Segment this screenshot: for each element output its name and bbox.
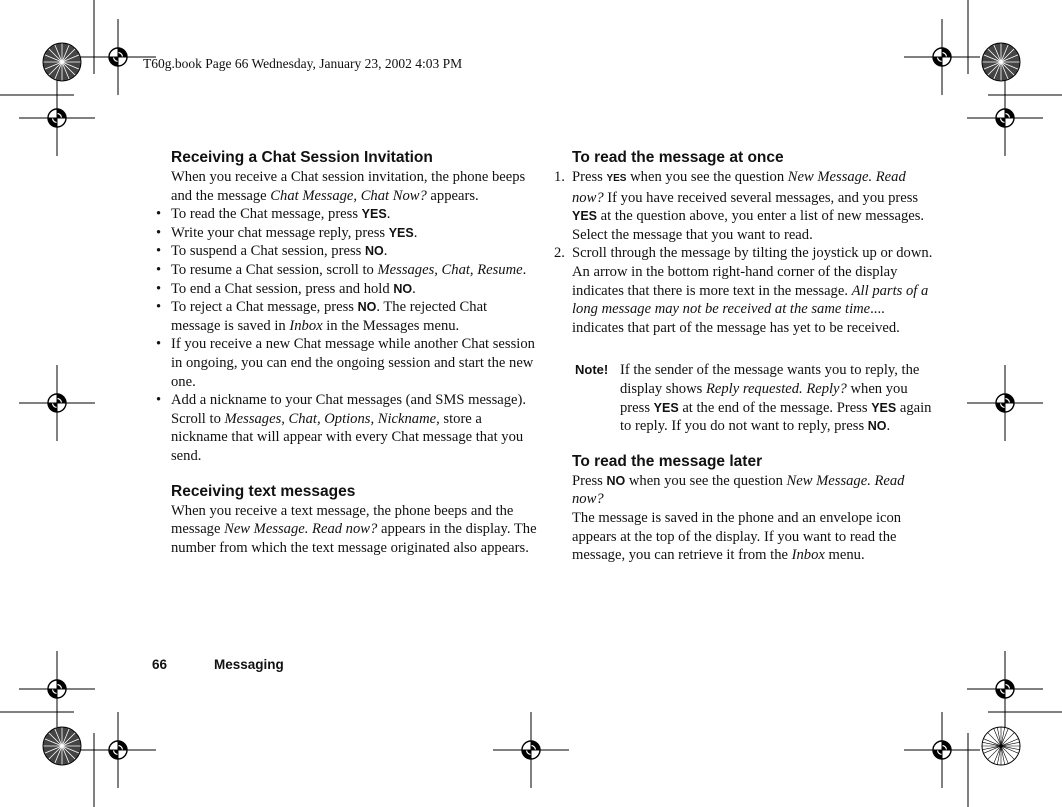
- italic-run: New Message. Read now?: [572, 169, 906, 206]
- text-run: Write your chat message reply, press: [171, 224, 389, 241]
- key-label: NO: [393, 281, 413, 296]
- note-box: [572, 361, 938, 435]
- text-run: To resume a Chat session, scroll to: [171, 261, 378, 278]
- italic-run: New Message. Read now?: [572, 472, 905, 508]
- read-later-heading: To read the message later: [572, 452, 763, 470]
- right-column: [554, 148, 938, 565]
- step-number: 1.: [554, 169, 565, 185]
- text-run: When you receive a Chat session invitation, the phone beeps and the message: [171, 169, 526, 204]
- key-label: NO: [357, 300, 377, 315]
- list-item: [155, 242, 537, 261]
- book-header-line: T60g.book Page 66 Wednesday, January 23, 2002 4:03 PM: [143, 56, 463, 71]
- list-item: [554, 168, 938, 244]
- note-label: Note!: [575, 362, 609, 378]
- text-run: when you see the question: [625, 472, 787, 489]
- italic-run: Reply requested. Reply?: [705, 380, 847, 397]
- list-item: [155, 335, 537, 391]
- text-run: If the sender of the message wants you to reply, the display shows: [620, 362, 920, 397]
- chat-intro: [171, 168, 537, 205]
- key-label: NO: [606, 473, 626, 488]
- text-run: To end a Chat session, press and hold: [171, 280, 394, 297]
- italic-run: Messages, Chat, Options, Nickname,: [224, 410, 440, 427]
- list-item: [155, 280, 537, 299]
- key-label: YES: [388, 225, 414, 240]
- text-run: Press: [572, 169, 607, 185]
- text-run: When you receive a text message, the phone beeps and the message: [171, 502, 514, 538]
- text-run: .: [522, 261, 527, 278]
- text-run: The message is saved in the phone and an envelope icon appears at the top of the display. If you want to read the message, you can retrieve it from the: [572, 509, 902, 564]
- list-item: [155, 391, 537, 465]
- text-run: at the end of the message. Press: [678, 399, 872, 416]
- read-later-line1: [572, 472, 938, 509]
- chat-invitation-heading: Receiving a Chat Session Invitation: [171, 149, 433, 166]
- text-run: .: [413, 224, 418, 241]
- text-run: when you press: [620, 380, 908, 416]
- list-item: [155, 298, 537, 335]
- page-number: 66: [152, 657, 168, 672]
- read-later-line2: [572, 509, 938, 565]
- steps-list: [554, 168, 938, 337]
- text-run: at the question above, you enter a list of new messages. Select the message that you want to read.: [572, 208, 925, 243]
- text-run: appears in the display. The number from which the text message originated also appears.: [171, 521, 537, 556]
- key-label: YES: [653, 400, 679, 415]
- text-run: If you have received several messages, and you press: [603, 189, 919, 206]
- text-run: . The rejected Chat message is saved in: [171, 299, 488, 334]
- italic-run: Chat Message, Chat Now?: [270, 187, 427, 204]
- read-at-once-heading: To read the message at once: [572, 149, 784, 166]
- text-run: To suspend a Chat session, press: [171, 243, 365, 260]
- text-run: To read the Chat message, press: [171, 206, 362, 223]
- list-item: [155, 224, 537, 243]
- text-run: appears.: [426, 187, 479, 204]
- italic-run: New Message. Read now?: [224, 521, 378, 538]
- key-label: NO: [867, 419, 887, 434]
- text-run: .: [386, 206, 391, 223]
- chat-bullet-list: [171, 205, 537, 465]
- italic-run: All parts of a long message may not be received at the same time: [572, 282, 929, 318]
- step-number: 2.: [554, 245, 565, 262]
- text-run: again to reply. If you do not want to reply, press: [620, 399, 932, 435]
- text-run: Scroll through the message by tilting the joystick up or down. An arrow in the bottom right-hand corner of the display indicates that there is more text in the message.: [572, 245, 933, 299]
- text-run: menu.: [824, 547, 865, 564]
- text-run: Add a nickname to your Chat messages (and SMS message). Scroll to: [171, 392, 527, 427]
- text-run: store a nickname that will appear with every Chat message that you send.: [171, 410, 524, 464]
- section-title: Messaging: [214, 657, 284, 672]
- text-run: .: [412, 280, 416, 297]
- key-label: NO: [364, 244, 384, 259]
- list-item: [155, 261, 537, 280]
- text-run: .: [383, 243, 388, 260]
- text-run: when you see the question: [626, 169, 788, 185]
- text-run: .... indicates that part of the message has yet to be received.: [572, 301, 900, 336]
- left-column: [171, 148, 537, 557]
- italic-run: Messages, Chat, Resume: [377, 261, 523, 278]
- text-messages-heading: Receiving text messages: [171, 482, 356, 500]
- italic-run: Inbox: [791, 547, 825, 564]
- key-label: YES: [871, 400, 897, 415]
- key-label: YES: [361, 207, 387, 222]
- text-run: Press: [572, 472, 607, 489]
- key-label: YES: [572, 209, 598, 224]
- list-item: [554, 244, 938, 337]
- text-run: .: [886, 418, 891, 435]
- text-run: in the Messages menu.: [322, 317, 460, 334]
- text-run: If you receive a new Chat message while another Chat session in ongoing, you can end the ongoing session and start the new one.: [171, 336, 535, 390]
- text-messages-body: [171, 502, 537, 558]
- text-run: To reject a Chat message, press: [171, 299, 358, 316]
- key-label: YES: [606, 173, 627, 184]
- list-item: [155, 205, 537, 224]
- italic-run: Inbox: [289, 317, 323, 334]
